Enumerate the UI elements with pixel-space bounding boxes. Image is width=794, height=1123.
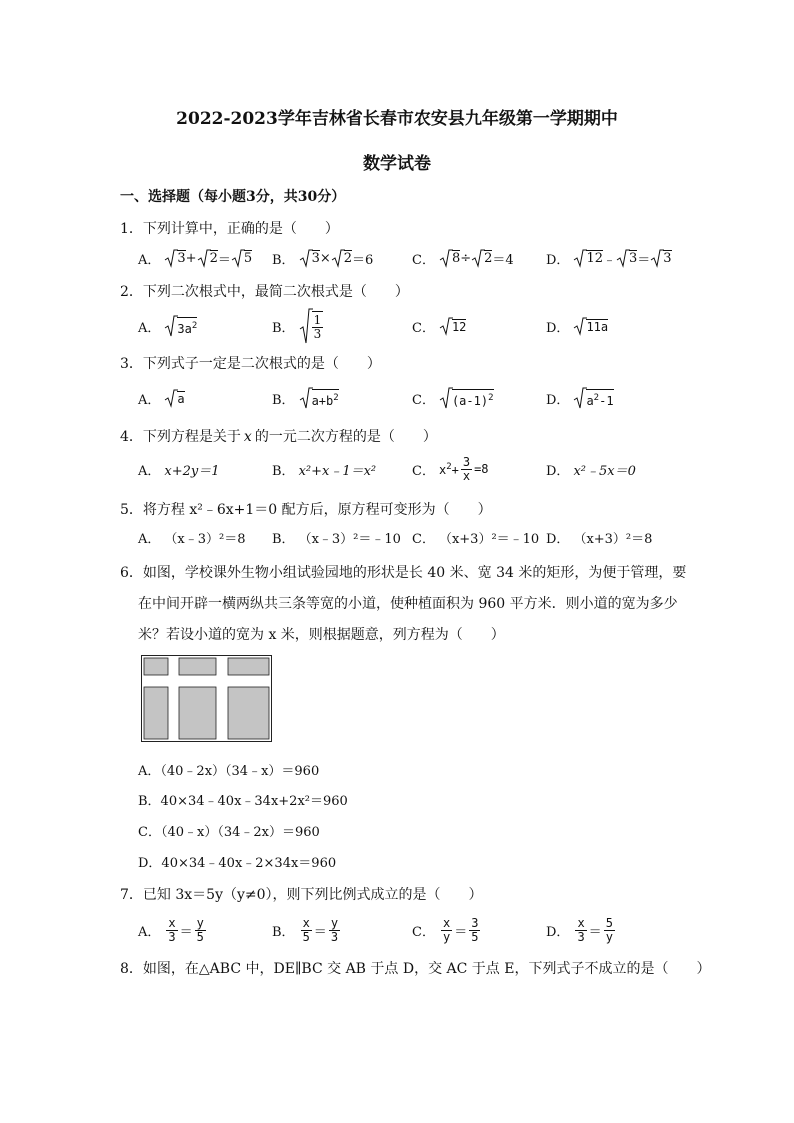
radical-sign-icon xyxy=(299,386,313,410)
radical-sign-icon xyxy=(164,388,178,408)
plot-top-left xyxy=(144,658,168,675)
q5-option-c[interactable]: C． （x+3）²＝﹣10 xyxy=(412,531,540,547)
q1-option-a[interactable]: A． 3 + 2 ＝ 5 xyxy=(138,241,252,275)
plot-bottom-right xyxy=(228,687,269,739)
question-2-stem: 2．下列二次根式中，最简二次根式是（ ） xyxy=(120,284,409,300)
radical-sign-icon xyxy=(650,248,664,268)
section-heading: 一、选择题（每小题3分，共30分） xyxy=(120,189,346,205)
q7-option-b[interactable]: B． $\frac{x}{5}$ ＝ $\frac{y}{3}$ xyxy=(272,915,339,944)
q2-option-d[interactable]: D． 11a xyxy=(546,306,608,346)
q3-option-b[interactable]: B． $a+b^2$ xyxy=(272,381,339,415)
exam-title-line1: 2022-2023学年吉林省长春市农安县九年级第一学期期中 xyxy=(176,109,618,129)
question-2-options xyxy=(138,306,698,346)
q1-option-b[interactable]: B． 3 × 2 ＝6 xyxy=(272,241,373,275)
question-4-options xyxy=(138,452,698,486)
q4-option-b[interactable]: B． x²+x﹣1＝x² xyxy=(272,463,377,479)
radical-sign-icon xyxy=(573,316,587,336)
q4-option-d[interactable]: D． x²﹣5x＝0 xyxy=(546,463,636,479)
question-1-stem: 1．下列计算中，正确的是（ ） xyxy=(120,221,339,237)
radical-sign-icon xyxy=(439,316,453,336)
q1-option-c[interactable]: C． 8 ÷ 2 ＝4 xyxy=(412,241,514,275)
question-6-stem-line2: 在中间开辟一横两纵共三条等宽的小道，使种植面积为 960 平方米．则小道的宽为多少 xyxy=(138,596,678,612)
plot-bottom-left xyxy=(144,687,168,739)
question-8-stem: 8．如图，在△ABC 中，DE∥BC 交 AB 于点 D，交 AC 于点 E，下列式子不成立的是（ ） xyxy=(120,961,711,977)
q7-option-c[interactable]: C． $\frac{x}{y}$ ＝ $\frac{3}{5}$ xyxy=(412,915,479,944)
q6-option-a[interactable]: A．（40﹣2x）（34﹣x）＝960 xyxy=(138,764,320,779)
q7-option-a[interactable]: A． $\frac{x}{3}$ ＝ $\frac{y}{5}$ xyxy=(138,915,204,944)
question-1-options xyxy=(138,241,698,275)
radical-sign-icon xyxy=(299,307,313,345)
question-7-stem: 7．已知 3x＝5y（y≠0），则下列比例式成立的是（ ） xyxy=(120,887,483,903)
q2-option-a[interactable]: A． $3a^2$ xyxy=(138,306,197,346)
q3-option-d[interactable]: D． $a^2-1$ xyxy=(546,381,614,415)
q7-option-d[interactable]: D． $\frac{x}{3}$ ＝ $\frac{5}{y}$ xyxy=(546,915,613,944)
radical-sign-icon xyxy=(331,248,345,268)
radical-sign-icon xyxy=(471,248,485,268)
question-7-options xyxy=(138,911,698,949)
question-5-options xyxy=(138,520,698,554)
question-3-options xyxy=(138,381,698,415)
exam-title-line2: 数学试卷 xyxy=(363,154,431,174)
radical-sign-icon xyxy=(573,248,587,268)
radical-sign-icon xyxy=(164,314,178,338)
question-6-stem-line3: 米？若设小道的宽为 x 米，则根据题意，列方程为（ ） xyxy=(138,627,505,643)
garden-plot-figure xyxy=(141,655,273,743)
q4-option-c[interactable]: C． $x^2+$ $\frac{3}{x}$ =8 xyxy=(412,454,489,483)
q4-option-a[interactable]: A． x+2y＝1 xyxy=(138,463,220,479)
plot-bottom-middle xyxy=(179,687,216,739)
plot-top-right xyxy=(228,658,269,675)
question-3-stem: 3．下列式子一定是二次根式的是（ ） xyxy=(120,356,381,372)
q6-option-c[interactable]: C．（40﹣x）（34﹣2x）＝960 xyxy=(138,825,320,840)
radical-sign-icon xyxy=(616,248,630,268)
q6-option-d[interactable]: D．40×34﹣40x﹣2×34x＝960 xyxy=(138,856,337,871)
radical-sign-icon xyxy=(164,248,178,268)
q2-option-c[interactable]: C． 12 xyxy=(412,306,466,346)
question-4-stem: 4．下列方程是关于 x 的一元二次方程的是（ ） xyxy=(120,429,437,445)
radical-sign-icon xyxy=(299,248,313,268)
q1-option-d[interactable]: D． 12 ﹣ 3 ＝ 3 xyxy=(546,241,672,275)
q2-option-b[interactable]: B． $\frac{1}{3}$ xyxy=(272,306,325,346)
plot-top-middle xyxy=(179,658,216,675)
q5-option-a[interactable]: A． （x﹣3）²＝8 xyxy=(138,531,246,547)
q5-option-d[interactable]: D． （x+3）²＝8 xyxy=(546,531,653,547)
question-5-stem: 5．将方程 x²﹣6x+1＝0 配方后，原方程可变形为（ ） xyxy=(120,502,492,518)
q3-option-a[interactable]: A． a xyxy=(138,381,185,415)
q3-option-c[interactable]: C． $(a-1)^2$ xyxy=(412,381,494,415)
q6-option-b[interactable]: B．40×34﹣40x﹣34x+2x²＝960 xyxy=(138,794,348,809)
radical-sign-icon xyxy=(197,248,211,268)
radical-sign-icon xyxy=(231,248,245,268)
radical-sign-icon xyxy=(573,386,587,410)
question-6-stem-line1: 6．如图，学校课外生物小组试验园地的形状是长 40 米、宽 34 米的矩形，为便于管理，要 xyxy=(120,565,687,581)
radical-sign-icon xyxy=(439,248,453,268)
q5-option-b[interactable]: B． （x﹣3）²＝﹣10 xyxy=(272,531,401,547)
radical-sign-icon xyxy=(439,386,453,410)
